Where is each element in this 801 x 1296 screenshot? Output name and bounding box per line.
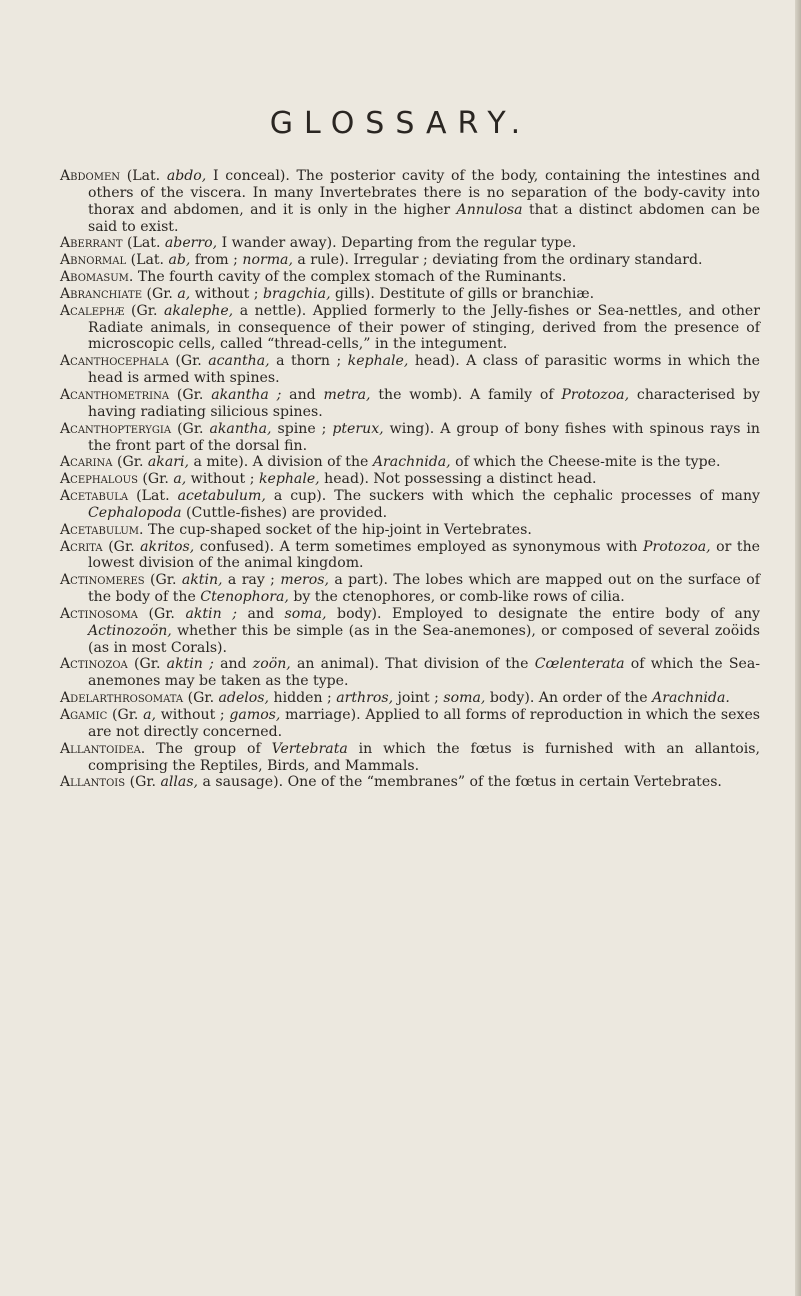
glossary-definition: (Gr. adelos, hidden ; arthros, joint ; soma, body). An order of the Arachnida. (187, 690, 730, 707)
glossary-definition: (Gr. a, without ; kephale, head). Not possessing a distinct head. (142, 471, 597, 488)
glossary-definition: (Gr. aktin ; and soma, body). Employed to designate the entire body of any Actinozoön, whether this be simple (as in the Sea-anemones), or composed of several zoöids (as in most Corals). (88, 605, 761, 656)
glossary-entry (60, 454, 760, 471)
glossary-entry (60, 741, 760, 775)
glossary-term: Acetabula (60, 488, 129, 505)
glossary-definition: (Gr. akari, a mite). A division of the Arachnida, of which the Cheese-mite is the type. (117, 454, 721, 471)
glossary-definition: (Gr. akantha ; and metra, the womb). A family of Protozoa, characterised by having radiating silicious spines. (88, 386, 760, 420)
glossary-entry (60, 690, 760, 707)
glossary-definition: The group of Vertebrata in which the fœtus is furnished with an allantois, comprising the Reptiles, Birds, and Mammals. (88, 740, 760, 774)
glossary-term: Acetabulum. (60, 521, 144, 538)
glossary-entry (60, 235, 760, 252)
glossary-definition: (Gr. allas, a sausage). One of the “membranes” of the fœtus in certain Vertebrates. (129, 774, 722, 791)
glossary-entry (60, 774, 760, 791)
page-title: GLOSSARY. (269, 106, 532, 142)
glossary-definition: (Gr. a, without ; gamos, marriage). Applied to all forms of reproduction in which the sexes are not directly concerned. (88, 707, 761, 740)
glossary-term: Acanthocephala (60, 353, 169, 370)
glossary-definition: The fourth cavity of the complex stomach of the Ruminants. (137, 269, 567, 286)
glossary-definition: (Gr. akritos, confused). A term sometimes employed as synonymous with Protozoa, or the lowest division of the animal kingdom. (88, 538, 761, 572)
glossary-term: Actinosoma (60, 605, 138, 622)
glossary-entry (60, 421, 760, 455)
glossary-definition: (Gr. akantha, spine ; pterux, wing). A group of bony fishes with spinous rays in the front part of the dorsal fin. (88, 420, 760, 454)
glossary-entry (60, 656, 760, 690)
glossary-entry (60, 707, 760, 741)
glossary-definition: (Gr. akalephe, a nettle). Applied formerly to the Jelly-fishes or Sea-nettles, and other Radiate animals, in consequence of their power of stinging, derived from the presence of microscopic cells, called “thread-cells,” in the integument. (88, 302, 761, 353)
glossary-term: Acephalous (60, 471, 138, 488)
glossary-term: Agamic (60, 707, 108, 723)
glossary-definition: (Gr. aktin ; and zoön, an animal). That division of the Cœlenterata of which the Sea-anemones may be taken as the type. (88, 656, 761, 690)
glossary-term: Acanthometrina (60, 386, 170, 403)
glossary-entry (60, 539, 760, 573)
glossary-entry (60, 353, 760, 387)
glossary-definition: (Gr. acantha, a thorn ; kephale, head). A class of parasitic worms in which the head is armed with spines. (88, 353, 761, 387)
glossary-definition: (Gr. aktin, a ray ; meros, a part). The lobes which are mapped out on the surface of the body of the Ctenophora, by the ctenophores, or comb-like rows of cilia. (88, 572, 760, 606)
glossary-term: Adelarthrosomata (60, 690, 184, 707)
glossary-term: Acarina (60, 454, 113, 471)
glossary-term: Acanthopterygia (60, 420, 172, 437)
glossary-entry (60, 572, 760, 606)
glossary-entry (60, 471, 760, 488)
glossary-term: Actinozoa (60, 656, 128, 673)
glossary-entry (60, 168, 760, 235)
glossary-term: Aberrant (60, 235, 123, 252)
glossary-term: Actinomeres (60, 572, 145, 589)
glossary-term: Abdomen (60, 168, 121, 184)
glossary-term: Allantois (60, 774, 126, 791)
glossary-list (60, 168, 760, 791)
page-edge (795, 0, 801, 1296)
glossary-entry (60, 522, 760, 539)
glossary-definition: (Lat. acetabulum, a cup). The suckers with which the cephalic processes of many Cephalopoda (Cuttle-fishes) are provided. (88, 488, 760, 521)
glossary-term: Abnormal (60, 252, 127, 269)
glossary-term: Acalephæ (60, 302, 125, 319)
glossary-entry (60, 269, 760, 286)
glossary-term: Abranchiate (60, 285, 142, 302)
glossary-definition: (Gr. a, without ; bragchia, gills). Destitute of gills or branchiæ. (146, 285, 595, 302)
glossary-definition: (Lat. ab, from ; norma, a rule). Irregular ; deviating from the ordinary standard. (130, 252, 703, 269)
glossary-definition: (Lat. aberro, I wander away). Departing from the regular type. (127, 235, 577, 252)
glossary-definition: The cup-shaped socket of the hip-joint in Vertebrates. (147, 521, 532, 538)
glossary-entry (60, 387, 760, 421)
glossary-entry (60, 286, 760, 303)
glossary-term: Allantoidea. (60, 740, 146, 757)
glossary-term: Abomasum. (60, 269, 134, 286)
glossary-entry (60, 606, 760, 657)
glossary-definition: (Lat. abdo, I conceal). The posterior cavity of the body, containing the intestines and others of the viscera. In many Invertebrates there is no separation of the body-cavity into thorax and abdomen, and it is only in the higher Annulosa that a distinct abdomen can be said to exist. (88, 168, 760, 235)
glossary-entry (60, 303, 760, 354)
glossary-term: Acrita (60, 538, 103, 555)
glossary-entry (60, 488, 760, 522)
glossary-entry (60, 252, 760, 269)
